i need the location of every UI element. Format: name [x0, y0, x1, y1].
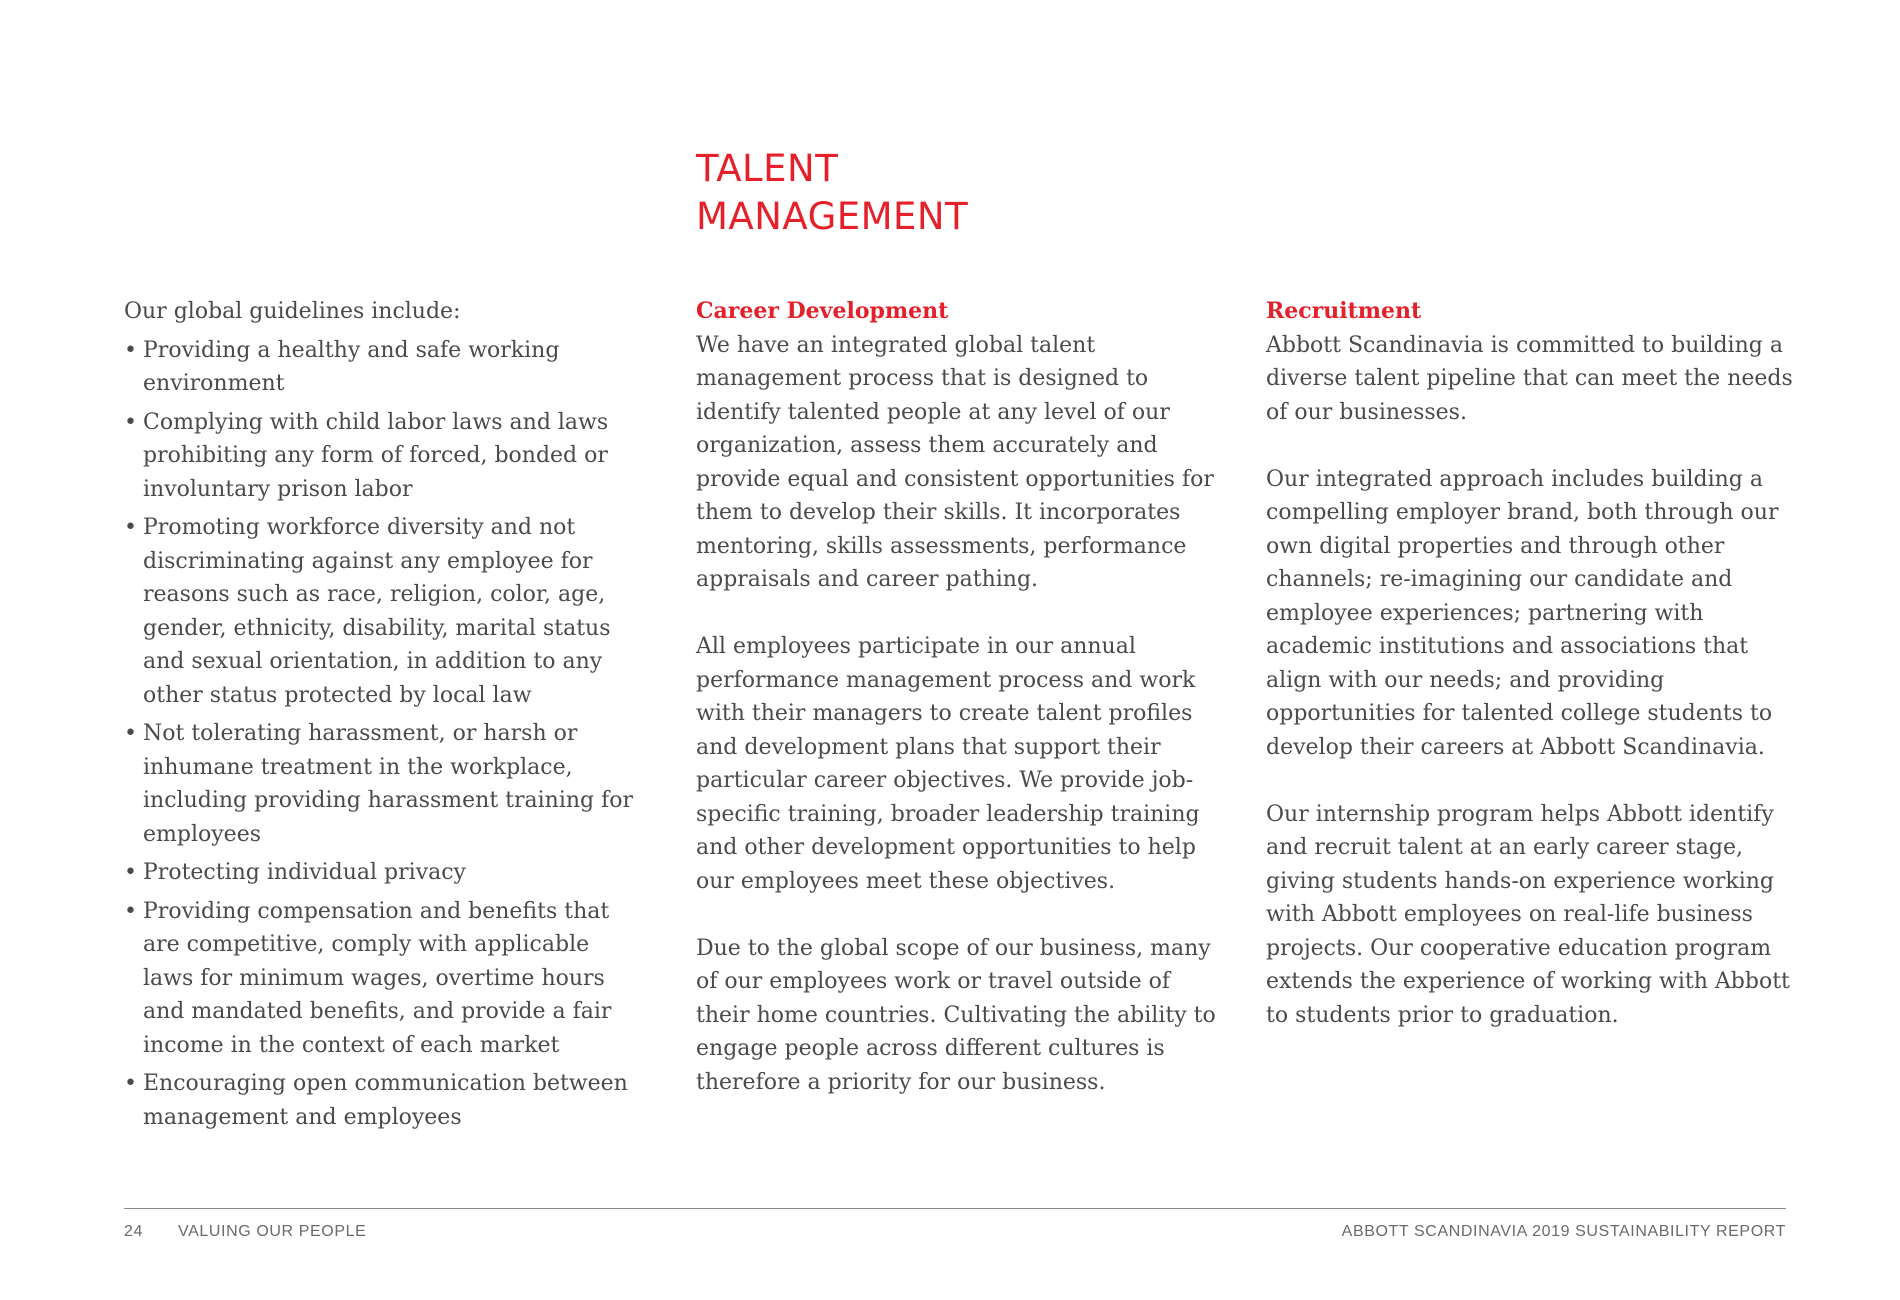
bullet-icon: •	[124, 337, 137, 363]
guideline-text: Protecting individual privacy	[143, 860, 466, 885]
career-development-paragraph: All employees participate in our annual performance management process and work with their managers to create talent profiles and development plans that support their particular career objectives. We provide job-specific training, broader leadership training and other development opportunities to help our employees meet these objectives.	[696, 634, 1200, 894]
page-title-line-1: TALENT	[696, 147, 839, 190]
guideline-text: Providing a healthy and safe working environment	[143, 337, 560, 396]
bullet-icon: •	[124, 860, 137, 885]
footer-divider	[124, 1208, 1786, 1209]
guideline-item	[124, 1067, 644, 1134]
footer-section-name: VALUING OUR PEOPLE	[178, 1223, 367, 1240]
guideline-item	[124, 511, 644, 712]
recruitment-column	[1266, 295, 1796, 1066]
guideline-text: Encouraging open communication between management and employees	[143, 1071, 628, 1130]
recruitment-paragraph: Abbott Scandinavia is committed to building a diverse talent pipeline that can meet the needs of our businesses.	[1266, 332, 1793, 425]
career-development-column	[696, 295, 1226, 1133]
guideline-item	[124, 717, 644, 851]
recruitment-paragraph: Our integrated approach includes building a compelling employer brand, both through our own digital properties and through other channels; re-imagining our candidate and employee experiences; partnering with academic institutions and associations that align with our needs; and providing opportunities for talented college students to develop their careers at Abbott Scandinavia.	[1266, 466, 1779, 760]
page-title-line-2: MANAGEMENT	[696, 195, 969, 238]
guideline-item	[124, 895, 644, 1063]
guideline-item	[124, 406, 644, 507]
recruitment-heading: Recruitment	[1266, 298, 1422, 324]
page-number: 24	[124, 1223, 143, 1240]
guideline-text: Complying with child labor laws and laws prohibiting any form of forced, bonded or involuntary prison labor	[143, 409, 609, 502]
career-development-paragraph: Due to the global scope of our business, many of our employees work or travel outside of their home countries. Cultivating the ability to engage people across different cultures is therefore a priority for our business.	[696, 935, 1216, 1095]
page-title	[696, 145, 968, 241]
guideline-item	[124, 334, 644, 401]
bullet-icon: •	[124, 515, 137, 540]
footer-left	[124, 1222, 366, 1242]
guidelines-list	[124, 334, 644, 1135]
career-development-heading: Career Development	[696, 298, 949, 324]
bullet-icon: •	[124, 1071, 137, 1096]
guideline-text: Not tolerating harassment, or harsh or inhumane treatment in the workplace, including providing harassment training for employees	[143, 721, 634, 847]
guidelines-intro: Our global guidelines include:	[124, 299, 461, 324]
guideline-item	[124, 856, 644, 890]
bullet-icon: •	[124, 721, 137, 746]
guidelines-column	[124, 295, 644, 1139]
career-development-paragraph: We have an integrated global talent management process that is designed to identify talented people at any level of our organization, assess them accurately and provide equal and consistent opportunities for them to develop their skills. It incorporates mentoring, skills assessments, performance appraisals and career pathing.	[696, 332, 1214, 592]
bullet-icon: •	[124, 409, 137, 435]
bullet-icon: •	[124, 898, 137, 924]
recruitment-paragraph: Our internship program helps Abbott identify and recruit talent at an early career stage, giving students hands-on experience working with Abbott employees on real-life business projects. Our cooperative education program extends the experience of working with Abbott to students prior to graduation.	[1266, 801, 1790, 1028]
guideline-text: Providing compensation and benefits that are competitive, comply with applicable laws for minimum wages, overtime hours and mandated benefits, and provide a fair income in the context of each market	[143, 898, 612, 1058]
footer-report-title: ABBOTT SCANDINAVIA 2019 SUSTAINABILITY REPORT	[1341, 1223, 1786, 1240]
guideline-text: Promoting workforce diversity and not discriminating against any employee for reasons such as race, religion, color, age, gender, ethnicity, disability, marital status and sexual orientation, in addition to any other status protected by local law	[143, 515, 611, 708]
